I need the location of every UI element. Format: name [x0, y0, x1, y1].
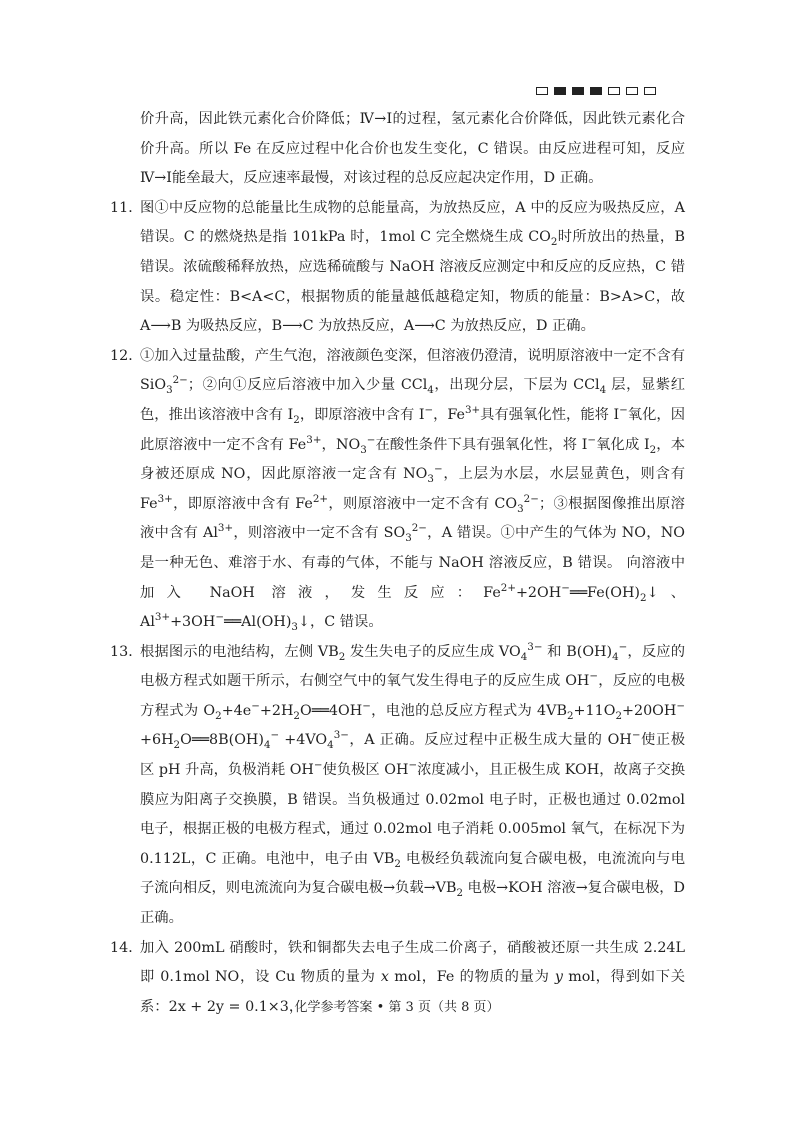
question-number: 13． [110, 643, 143, 660]
question-number: 11． [110, 199, 143, 216]
page-mark [554, 87, 566, 95]
equation: 2x + 2y = 0.1×3， [168, 998, 304, 1015]
page-mark [572, 87, 584, 95]
continuation-paragraph: 价升高，因此铁元素化合价降低；Ⅳ→Ⅰ的过程，氢元素化合价降低，因此铁元素化合价升高。所以 Fe 在反应过程中化合价也发生变化，C 错误。由反应进程可知，反应Ⅳ→Ⅰ能垒最大，反应速率最慢，对该过程的总反应起决定作用，D 正确。 [140, 111, 685, 187]
question-number: 14． [110, 939, 143, 956]
page-marks [536, 87, 656, 95]
page-mark [590, 87, 602, 95]
question-12: 12． ①加入过量盐酸，产生气泡，溶液颜色变深，但溶液仍澄清，说明原溶液中一定不含有 SiO$_3^{2-}$；②向①反应后溶液中加入少量 CCl$_4$，出现分层，下层为 CCl$_4$ 层，显紫红色，推出该溶液中含有 $I_2$，即原溶液中含有 I−，$Fe^{3+}$具有强氧化性，能将 I−氧化，因此原溶液中一定不含有 $Fe^{3+}$，$NO_3^-$在酸性条件下具有强氧化性，将 I−氧化成 $I_2$，本身被还原成 NO，因此原溶液一定含有 $NO_3^-$，上层为水层，水层显黄色，则含有 $Fe^{3+}$，即原溶液中含有 $Fe^{2+}$，则原溶液中一定不含有 $CO_3^{2-}$；③根据图像推出原溶液中含有 $Al^{3+}$，则溶液中一定不含有 $SO_3^{2-}$，A 错误。①中产生的气体为 NO，NO 是一种无色、难溶于水、有毒的气体，不能与 NaOH 溶液反应，B 错误。 向溶液中加入 NaOH 溶液，发生反应：$Fe^{2+}+2OH^-══Fe(OH)_2↓$、$Al^{3+}+3OH^-══Al(OH)_3↓$，C 错误。 [110, 342, 685, 638]
page-mark [626, 87, 638, 95]
answer-content [110, 105, 685, 1022]
page-mark [536, 87, 548, 95]
page-mark [608, 87, 620, 95]
question-number: 12． [110, 347, 143, 364]
question-13: 13． 根据图示的电池结构，左侧 $VB_2$ 发生失电子的反应生成 $VO_4^{3-}$ 和 $B(OH)_4^-$，反应的电极方程式如题干所示，右侧空气中的氧气发生得电子的反应生成 OH−，反应的电极方程式为 $O_2+4e^-+2H_2O══4OH^-$，电池的总反应方程式为 $4VB_2+11O_2+20OH^-+6H_2O══8B(OH)_4^- +4VO_4^{3-}$，A 正确。反应过程中正极生成大量的 OH−使正极区 pH 升高，负极消耗 OH−使负极区 OH−浓度减小，且正极生成 KOH，故离子交换膜应为阳离子交换膜，B 错误。当负极通过 0.02mol 电子时，正极也通过 0.02mol 电子，根据正极的电极方程式，通过 0.02mol 电子消耗 0.005mol 氧气，在标况下为 0.112L，C 正确。电池中，电子由 $VB_2$ 电极经负载流向复合碳电极，电流流向与电子流向相反，则电流流向为复合碳电极→负载$\to VB_2$ 电极→KOH 溶液→复合碳电极，D 正确。 [110, 638, 685, 934]
page-footer: 化学参考答案 • 第 3 页（共 8 页） [294, 1000, 500, 1015]
question-11: 11． 图①中反应物的总能量比生成物的总能量高，为放热反应，A 中的反应为吸热反应，A 错误。C 的燃烧热是指 101kPa 时，1mol C 完全燃烧生成 $CO_2$时所放出的热量，B 错误。浓硫酸稀释放热，应选稀硫酸与 NaOH 溶液反应测定中和反应的反应热，C 错误。稳定性：B<A<C，根据物质的能量越低越稳定知，物质的能量：B>A>C，故 A⟶B 为吸热反应，B⟶C 为放热反应，A⟶C 为放热反应，D 正确。 [110, 194, 685, 342]
question-14: 14． 加入 200mL 硝酸时，铁和铜都失去电子生成二价离子，硝酸被还原一共生成 2.24L 即 0.1mol NO，设 Cu 物质的量为 x mol，Fe 的物质的量为 y mol，得到如下关系：2x + 2y = 0.1×3， [110, 934, 685, 1023]
page-mark [644, 87, 656, 95]
